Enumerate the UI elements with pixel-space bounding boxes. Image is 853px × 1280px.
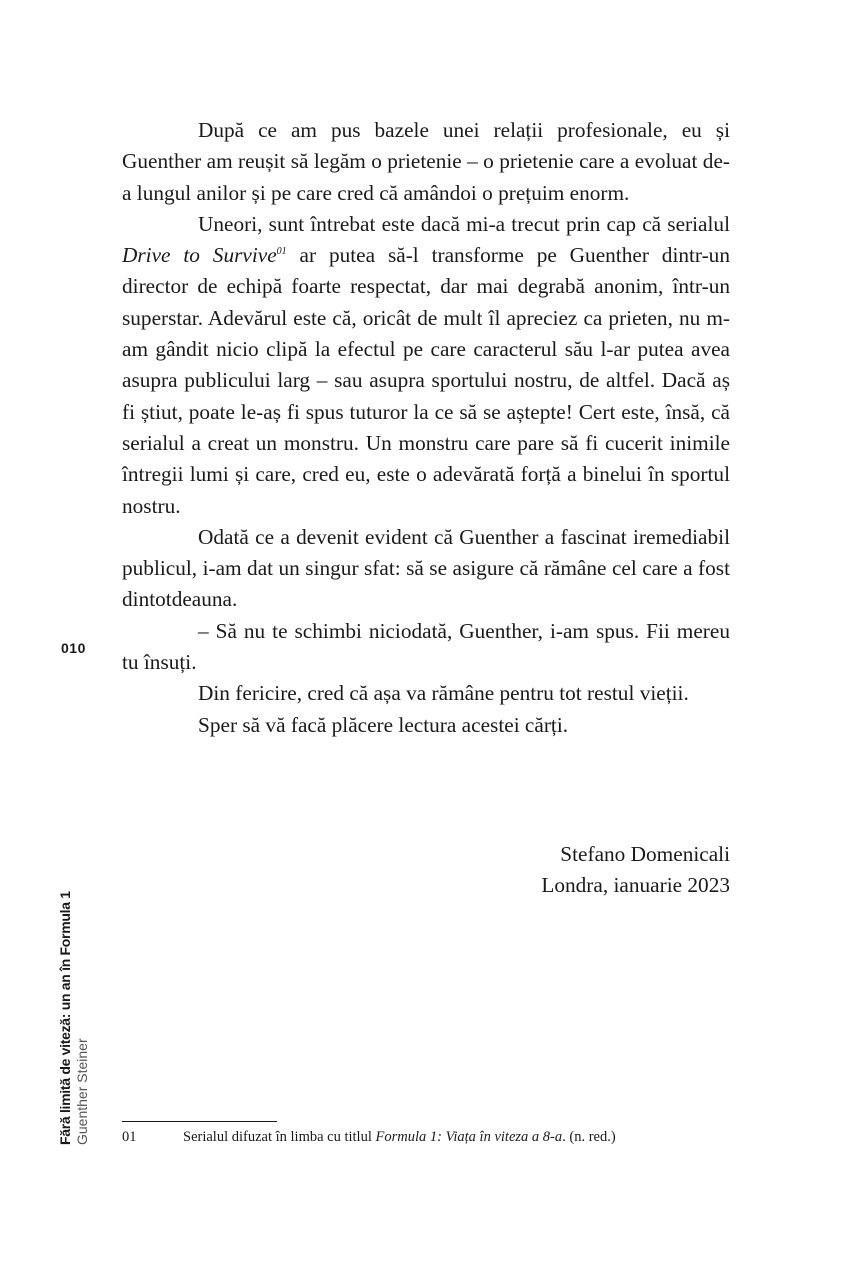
signature-block — [541, 839, 730, 902]
footnote-text-end: . (n. red.) — [562, 1129, 616, 1145]
running-header-vertical — [57, 891, 91, 1145]
page-number: 010 — [61, 640, 86, 656]
paragraph-4: – Să nu te schimbi niciodată, Guenther, i-am spus. Fii mereu tu însuți. — [122, 618, 730, 675]
paragraph-2-start: Uneori, sunt întrebat este dacă mi-a trecut prin cap că serialul — [198, 211, 730, 236]
footnote-text-start: Serialul difuzat în limba cu titlul — [183, 1129, 376, 1145]
signature-place-date: Londra, ianuarie 2023 — [541, 873, 730, 898]
paragraph-1: După ce am pus bazele unei relații profesionale, eu și Guenther am reușit să legăm o prietenie – o prietenie care a evoluat de-a lungul anilor și pe care cred că amândoi o prețuim enorm. — [122, 118, 730, 205]
paragraph-6: Sper să vă facă plăcere lectura acestei cărți. — [198, 712, 569, 737]
body-text — [122, 115, 730, 741]
paragraph-2 — [122, 209, 730, 522]
paragraph-3: Odată ce a devenit evident că Guenther a fascinat iremediabil publicul, i-am dat un singur sfat: să se asigure că rămâne cel care a fost dintotdeauna. — [122, 524, 730, 612]
footnote-number: 01 — [122, 1129, 137, 1145]
footnote-reference[interactable]: 01 — [276, 246, 287, 258]
book-title: Fără limită de viteză: un an în Formula 1 — [57, 891, 73, 1145]
book-author: Guenther Steiner — [74, 1038, 90, 1145]
paragraph-5: Din fericire, cred că așa va rămâne pentru tot restul vieții. — [198, 681, 689, 706]
footnote — [122, 1128, 730, 1146]
signature-name: Stefano Domenicali — [560, 842, 730, 866]
series-title: Drive to Survive — [122, 243, 277, 268]
footnote-divider — [122, 1121, 277, 1122]
footnote-title: Formula 1: Viața în viteza a 8-a — [375, 1129, 563, 1145]
paragraph-2-end: ar putea să-l transforme pe Guenther dintr-un director de echipă foarte respectat, dar mai degrabă anonim, într-un superstar. Adevărul este că, oricât de mult îl apreciez ca prieten, nu m-am gândit nicio clipă la efectul pe care caracterul său l-ar putea avea asupra publicului larg – sau asupra sportului nostru, de altfel. Dacă aș fi știut, poate le-aș fi spus tuturor la ce să se aștepte! Cert este, însă, că serialul a creat un monstru. Un monstru care pare să fi cucerit inimile întregii lumi și care, cred eu, este o adevărată forță a binelui în sportul nostru. — [122, 243, 730, 518]
